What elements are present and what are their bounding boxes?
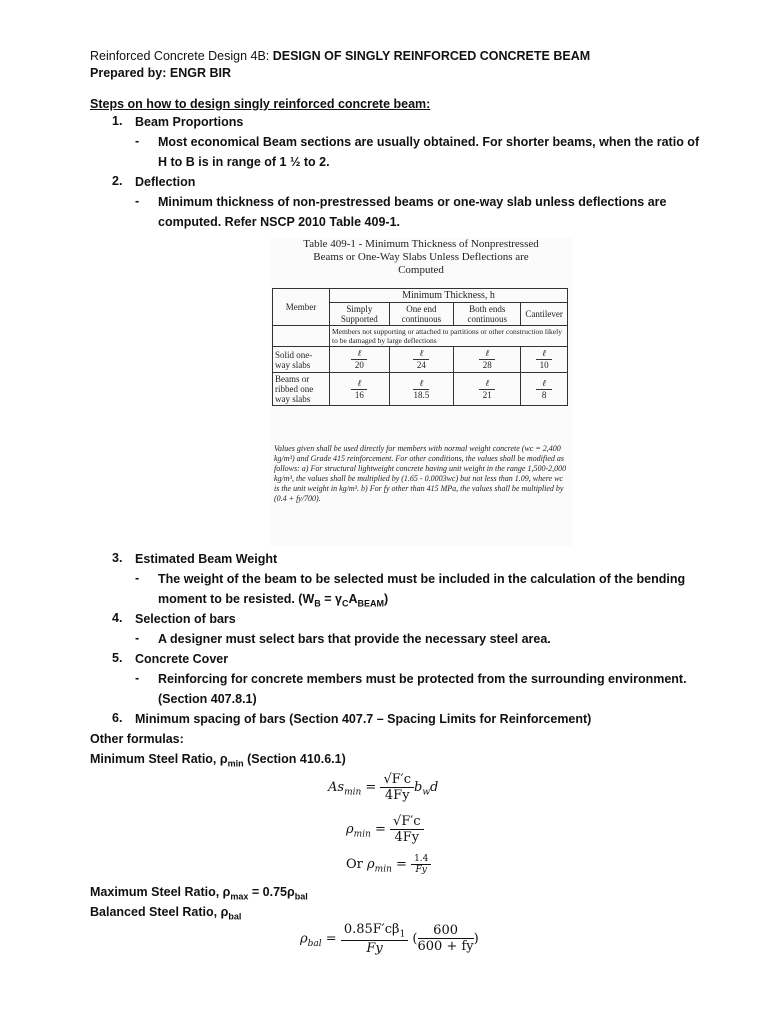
table-cell-value: 10 [539, 360, 549, 370]
step-bullet-line: A designer must select bars that provide the necessary steel area. [158, 632, 551, 646]
column-header: Both ends continuous [454, 303, 521, 326]
step-title: Selection of bars [135, 612, 236, 626]
max-ratio-heading: Maximum Steel Ratio, $\rho_{max} = 0.75\rho_{bal}$ [90, 885, 308, 902]
step-number: 5. [112, 651, 123, 665]
step-bullet-line: The weight of the beam to be selected must be included in the calculation of the bending [158, 572, 686, 586]
table-caption-line: Table 409-1 - Minimum Thickness of Nonprestressed [303, 238, 539, 250]
rho-min-alt-formula: Or $\rho_{min}$ = $\frac{1.4}{Fy}$ [346, 854, 431, 875]
bullet-dash: - [135, 134, 140, 148]
span-note: Members not supporting or attached to partitions or other construction likely to be damaged by large deflections [330, 326, 568, 347]
step-bullet-line: Reinforcing for concrete members must be protected from the surrounding environment. [158, 672, 687, 686]
step-bullet-line: H to B is in range of 1 ½ to 2. [158, 155, 330, 169]
bullet-dash: - [135, 631, 140, 645]
table-cell-value: 16 [354, 389, 364, 400]
rho-min-formula: $\rho_{min}$ = $\frac{√F'c}{4Fy}$ [346, 814, 424, 845]
step-title: Beam Proportions [135, 115, 244, 129]
step-title: Deflection [135, 175, 196, 189]
min-thickness-header: Minimum Thickness, h [330, 289, 568, 303]
table-cell-value: 28 [482, 360, 492, 370]
step-number: 2. [112, 174, 123, 188]
document-title: DESIGN OF SINGLY REINFORCED CONCRETE BEAM [272, 49, 591, 63]
step-title: Concrete Cover [135, 652, 229, 666]
step-number: 3. [112, 551, 123, 565]
table-cell-value: 20 [354, 360, 364, 370]
bal-ratio-heading: Balanced Steel Ratio, $\rho_{bal}$ [90, 905, 242, 922]
bullet-dash: - [135, 571, 140, 585]
min-ratio-heading: Minimum Steel Ratio, $\rho_{min}$ (Section 410.6.1) [90, 752, 346, 769]
step-number: 1. [112, 114, 123, 128]
step-bullet-line: Minimum thickness of non-prestressed beams or one-way slab unless deflections are [158, 195, 667, 209]
document-header [90, 48, 590, 64]
column-header: Simply Supported [330, 303, 390, 326]
steps-heading: Steps on how to design singly reinforced concrete beam: [90, 97, 431, 111]
rho-bal-formula: $\rho_{bal}$ = $\frac{0.85F'c\beta_1}{Fy}$ ( $\frac{600}{600 + fy}$ ) [300, 922, 479, 956]
table-cell-value: 18.5 [413, 389, 430, 400]
step-title: Estimated Beam Weight [135, 552, 278, 566]
table-cell-value: 8 [541, 389, 547, 400]
other-formulas-heading: Other formulas: [90, 732, 184, 746]
table-cell-value: 24 [416, 360, 426, 370]
table-caption-line: Beams or One-Way Slabs Unless Deflections are [313, 251, 529, 263]
table-409-1-image [270, 238, 572, 546]
member-header: Member [273, 289, 330, 326]
as-min-formula: $As_{min}$ = $\frac{√F'c}{4Fy}$ $b_wd$ [328, 772, 439, 803]
table-caption-line: Computed [398, 264, 444, 276]
bullet-dash: - [135, 671, 140, 685]
column-header: Cantilever [521, 303, 568, 326]
row-member: Solid one-way slabs [273, 347, 330, 373]
bullet-dash: - [135, 194, 140, 208]
table-cell-value: 21 [482, 389, 492, 400]
step-number: 4. [112, 611, 123, 625]
table-footnotes: Values given shall be used directly for members with normal weight concrete (wc = 2,400 kg/m³) and Grade 415 reinforcement. For other conditions, the values shall be modified as follows: a) For structural lightweight concrete having unit weight in the range 1,500-2,000 kg/m³, the values shall be multiplied by (1.65 - 0.0003wc) but not less than 1.09, where wc is the unit weight in kg/m³. b) For fy other than 415 MPa, the values shall be multiplied by (0.4 + fy/700). [274, 444, 567, 503]
row-member: Beams or ribbed one way slabs [273, 373, 330, 406]
step-bullet-line: moment to be resisted. $(W_B = \gamma_CA_{BEAM})$ [158, 592, 389, 609]
step-title: Minimum spacing of bars (Section 407.7 – Spacing Limits for Reinforcement) [135, 712, 592, 726]
step-bullet-line: Most economical Beam sections are usually obtained. For shorter beams, when the ratio of [158, 135, 700, 149]
prepared-by: Prepared by: ENGR BIR [90, 66, 232, 80]
column-header: One end continuous [389, 303, 453, 326]
min-thickness-table: Member Minimum Thickness, h Simply Supported One end continuous Both ends continuous Cantilever Members not supporting or attached to partitions or other construction likely to be damaged by large deflections Solid one-way slabs $\frac{\text{ℓ}}{20}$ $\frac{\text{ℓ}}{24}$ $\frac{\text{ℓ}}{28}$ $\frac{\text{ℓ}}{10}$ Beams or ribbed one way slabs $\frac{\text{ℓ}}{16}$ $\frac{\text{ℓ}}{18.5}$ $\frac{\text{ℓ}}{21}$ $\frac{\text{ℓ}}{8}$ [272, 288, 568, 406]
step-bullet-line: computed. Refer NSCP 2010 Table 409-1. [158, 215, 400, 229]
course-name: Reinforced Concrete Design 4B: [90, 49, 273, 63]
step-number: 6. [112, 711, 123, 725]
step-bullet-line: (Section 407.8.1) [158, 692, 257, 706]
